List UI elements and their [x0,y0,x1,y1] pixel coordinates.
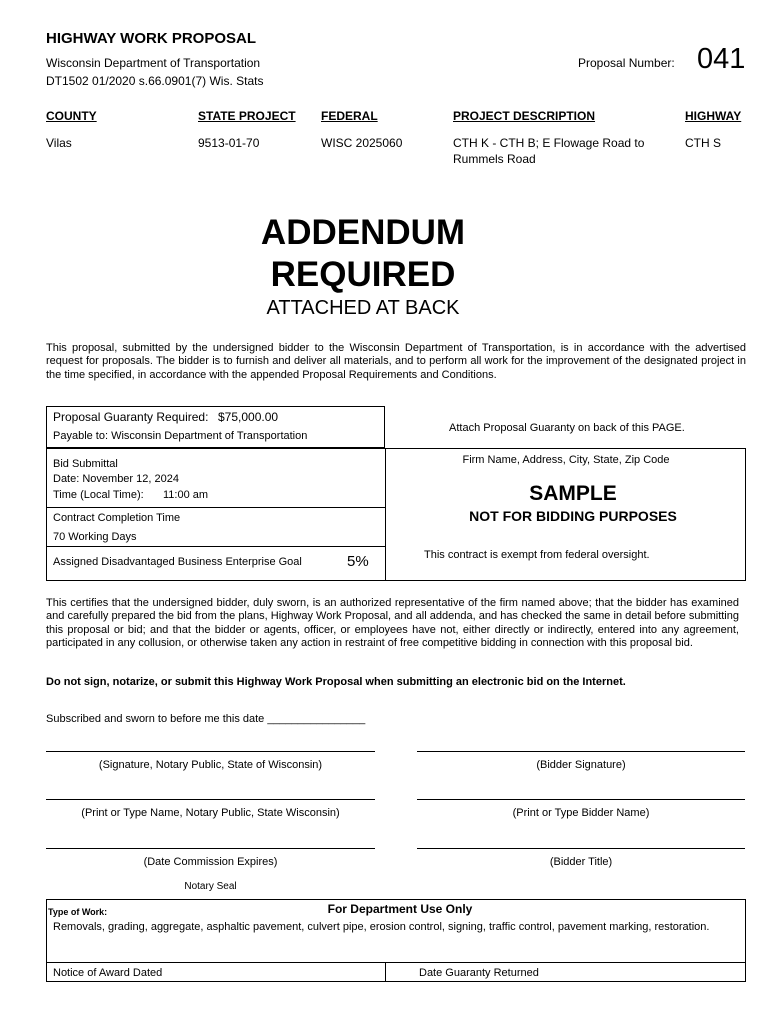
bidder-signature-line[interactable] [417,751,745,752]
completion-value: 70 Working Days [53,531,137,543]
description-line-1: CTH K - CTH B; E Flowage Road to [453,136,645,150]
type-of-work-label: Type of Work: [48,907,108,917]
addendum-line-2: REQUIRED [270,255,456,294]
commission-expires-line[interactable] [46,848,375,849]
notary-name-caption: (Print or Type Name, Notary Public, State Wisconsin) [81,807,340,819]
bidder-name-line[interactable] [417,799,745,800]
form-id: DT1502 01/2020 s.66.0901(7) Wis. Stats [46,74,264,88]
completion-divider [46,507,385,508]
guaranty-payable: Payable to: Wisconsin Department of Transportation [53,430,308,442]
bidder-name-caption: (Print or Type Bidder Name) [512,807,650,819]
federal-exempt-note: This contract is exempt from federal oversight. [424,549,650,561]
dbe-value: 5% [347,553,369,570]
bidder-title-line[interactable] [417,848,745,849]
sample-watermark: SAMPLE [529,482,617,505]
project-description-header: PROJECT DESCRIPTION [453,109,596,123]
addendum-line-1: ADDENDUM [260,213,466,252]
state-project-header: STATE PROJECT [198,109,296,123]
description-line-2: Rummels Road [453,152,536,166]
form-title: HIGHWAY WORK PROPOSAL [46,30,257,47]
department-use-divider [46,962,746,963]
proposal-number-label: Proposal Number: [578,56,675,70]
federal-header: FEDERAL [321,109,378,123]
federal-value: WISC 2025060 [321,136,403,150]
notary-signature-line[interactable] [46,751,375,752]
dbe-label: Assigned Disadvantaged Business Enterprise Goal [53,556,302,568]
notary-name-line[interactable] [46,799,375,800]
intro-paragraph: This proposal, submitted by the undersigned bidder to the Wisconsin Department of Transportation, is in accordance with the advertised request for proposals. The bidder is to furnish and deliver all materials, and to perform all work for the improvement of the designated project in the time specified, in accordance with the appended Proposal Requirements and Conditions. [46,342,746,381]
state-project-value: 9513-01-70 [198,136,260,150]
guaranty-amount: $75,000.00 [218,410,279,424]
bidder-title-caption: (Bidder Title) [549,856,613,868]
bid-submittal-time-label: Time (Local Time): [53,489,144,501]
county-value: Vilas [46,136,72,150]
department-use-title: For Department Use Only [327,902,473,916]
county-header: COUNTY [46,109,97,123]
completion-title: Contract Completion Time [53,512,181,524]
dbe-divider [46,546,385,547]
electronic-bid-warning: Do not sign, notarize, or submit this Highway Work Proposal when submitting an electronic bid on the Internet. [46,676,626,688]
firm-label: Firm Name, Address, City, State, Zip Code [462,454,670,466]
bid-submittal-date: Date: November 12, 2024 [53,473,179,485]
notary-signature-caption: (Signature, Notary Public, State of Wisconsin) [98,759,323,771]
proposal-number: 041 [697,43,746,75]
attach-guaranty-note: Attach Proposal Guaranty on back of this PAGE. [449,422,685,434]
addendum-line-3: ATTACHED AT BACK [266,297,460,319]
bid-submittal-title: Bid Submittal [53,458,118,470]
commission-expires-caption: (Date Commission Expires) [143,856,278,868]
highway-value: CTH S [685,136,721,150]
certification-paragraph: This certifies that the undersigned bidder, duly sworn, is an authorized representative of the firm named above; that the bidder has examined and carefully prepared the bid from the plans, Highway Work Proposal, and all addenda, and has checked the same in detail before submitting this proposal or bid; and that the bidder or agents, officer, or employees have not, either directly or indirectly, entered into any agreement, participated in any collusion, or otherwise taken any action in restraint of free competitive bidding in connection with this proposal bid. [46,597,739,649]
not-for-bidding: NOT FOR BIDDING PURPOSES [469,508,677,524]
type-of-work-value: Removals, grading, aggregate, asphaltic pavement, culvert pipe, erosion control, signing, traffic control, pavement marking, restoration. [53,921,710,933]
bidder-signature-caption: (Bidder Signature) [536,759,626,771]
bid-submittal-time: 11:00 am [163,489,209,501]
notary-seal: Notary Seal [184,881,237,892]
highway-header: HIGHWAY [685,109,742,123]
award-divider [385,962,386,982]
department-name: Wisconsin Department of Transportation [46,56,261,70]
subscribed-sworn: Subscribed and sworn to before me this date ________________ [46,713,366,725]
guaranty-required-label: Proposal Guaranty Required: [53,410,209,424]
notice-of-award: Notice of Award Dated [53,967,163,979]
date-guaranty-returned: Date Guaranty Returned [419,967,539,979]
